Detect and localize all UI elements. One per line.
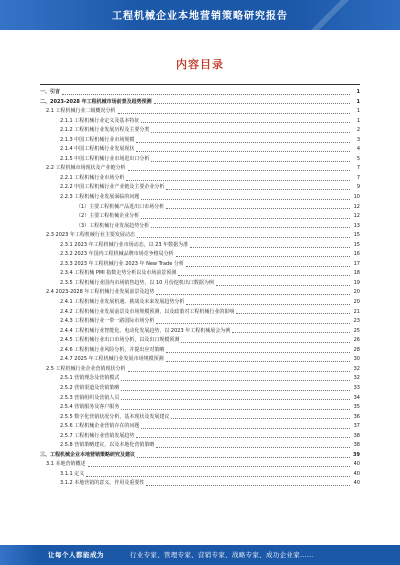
table-of-contents xyxy=(40,88,360,489)
toc-entry[interactable] xyxy=(40,203,360,213)
toc-entry-page: 26 xyxy=(353,337,360,344)
toc-entry-page: 13 xyxy=(353,222,360,229)
toc-entry-label: 2.4.5 工程机械行业出口市场分析，以及出口规模预测 xyxy=(60,337,180,344)
toc-entry-label: 2.1 工程机械行业二级概况分析 xyxy=(46,108,116,115)
toc-leader-dots xyxy=(151,156,350,162)
toc-entry[interactable] xyxy=(40,355,360,365)
toc-entry-page: 3 xyxy=(356,136,360,143)
toc-entry-label: 2.5 工程机械行业企业营销现状分析 xyxy=(46,365,126,372)
toc-entry-page: 1 xyxy=(356,98,360,105)
toc-leader-dots xyxy=(151,222,350,228)
toc-leader-dots xyxy=(166,184,350,190)
toc-entry[interactable] xyxy=(40,126,360,136)
toc-leader-dots xyxy=(186,299,350,305)
toc-entry[interactable] xyxy=(40,432,360,442)
toc-entry[interactable] xyxy=(40,107,360,117)
toc-leader-dots xyxy=(141,213,350,219)
toc-leader-dots xyxy=(156,289,350,295)
toc-entry-page: 10 xyxy=(353,194,360,201)
toc-leader-dots xyxy=(232,327,350,333)
toc-entry-label: 2.2.2 中国工程机械行业产业链及主要企业分析 xyxy=(60,184,165,191)
toc-entry[interactable] xyxy=(40,451,360,461)
toc-entry-label: 2.4.3 工程机械行业一带一路国际市场分析 xyxy=(60,318,155,325)
toc-entry-label: （1）主要工程机械产品进出口市场分析 xyxy=(76,203,165,210)
footer-decoration xyxy=(0,545,38,565)
toc-entry[interactable] xyxy=(40,241,360,251)
toc-entry-label: 2.3 2023 年工程机械行业主要发展动态 xyxy=(46,232,135,239)
toc-entry[interactable] xyxy=(40,193,360,203)
toc-entry[interactable] xyxy=(40,441,360,451)
toc-leader-dots xyxy=(154,98,350,104)
toc-entry-label: 2.4.7 2025 年工程机械行业发展市场规模预测 xyxy=(60,356,164,363)
toc-entry-page: 38 xyxy=(353,432,360,439)
toc-entry-page: 20 xyxy=(353,299,360,306)
toc-leader-dots xyxy=(62,89,350,95)
toc-entry[interactable] xyxy=(40,174,360,184)
toc-leader-dots xyxy=(141,117,350,123)
toc-entry[interactable] xyxy=(40,88,360,98)
toc-entry[interactable] xyxy=(40,183,360,193)
toc-entry-label: 一、引言 xyxy=(40,89,61,95)
toc-leader-dots xyxy=(128,165,350,171)
toc-entry[interactable] xyxy=(40,346,360,356)
toc-entry-label: 2.4.6 工程机械行业风险分析，并提出应对策略 xyxy=(60,346,165,353)
toc-entry-label: 2.5.8 营销策略建议，以及本地化营销策略 xyxy=(60,442,155,449)
footer-band xyxy=(0,545,400,565)
toc-entry-label: 2.3.4 工程机械 PMI 指数走势分析以及市场前景预测 xyxy=(60,270,177,277)
toc-entry-label: 2.3.3 2023 年工程机械行业 2023 年 New Trade 分析 xyxy=(60,260,184,267)
toc-leader-dots xyxy=(178,270,350,276)
toc-entry-page: 1 xyxy=(356,89,360,95)
header-band xyxy=(0,0,400,30)
toc-entry[interactable] xyxy=(40,394,360,404)
toc-entry[interactable] xyxy=(40,365,360,375)
toc-entry-page: 18 xyxy=(353,270,360,277)
toc-entry-label: 2.5.3 营销组织及营销人员 xyxy=(60,394,120,401)
footer-slogan: 让每个人都能成为 xyxy=(48,551,104,559)
toc-leader-dots xyxy=(136,137,350,143)
toc-heading: 内容目录 xyxy=(176,58,224,71)
toc-entry-label: 2.4.4 工程机械行业智能化、电动化发展趋势，以 2023 年工程机械展会为例 xyxy=(60,327,231,334)
toc-entry-page: 19 xyxy=(353,279,360,286)
toc-entry-label: 2.5.1 营销理念及营销模式 xyxy=(60,375,120,382)
toc-entry[interactable] xyxy=(40,155,360,165)
toc-entry[interactable] xyxy=(40,298,360,308)
toc-leader-dots xyxy=(166,347,350,353)
toc-entry[interactable] xyxy=(40,250,360,260)
toc-leader-dots xyxy=(166,356,350,362)
toc-entry-label: 2.4.2 工程机械行业发展前景及市场规模预测，以及政策对工程机械行业的影响 xyxy=(60,308,235,315)
toc-entry-page: 2 xyxy=(356,127,360,134)
toc-entry-label: 2.4 2023-2028 年工程机械行业发展前景及趋势 xyxy=(46,289,155,296)
toc-entry[interactable] xyxy=(40,279,360,289)
toc-leader-dots xyxy=(181,337,350,343)
toc-leader-dots xyxy=(121,375,350,381)
toc-leader-dots xyxy=(216,280,350,286)
toc-leader-dots xyxy=(121,385,350,391)
toc-entry-page: 38 xyxy=(353,442,360,449)
toc-entry-page: 32 xyxy=(353,375,360,382)
toc-entry-page: 40 xyxy=(353,470,360,477)
toc-entry[interactable] xyxy=(40,145,360,155)
toc-entry-page: 15 xyxy=(353,241,360,248)
toc-leader-dots xyxy=(118,108,350,114)
toc-entry[interactable] xyxy=(40,479,360,489)
toc-entry-page: 28 xyxy=(353,346,360,353)
toc-entry-page: 12 xyxy=(353,203,360,210)
toc-entry-label: 2.2.3 工程机械行业发展面临的问题 xyxy=(60,194,140,201)
toc-entry-page: 21 xyxy=(353,308,360,315)
toc-leader-dots xyxy=(137,452,350,458)
toc-entry-page: 30 xyxy=(353,356,360,363)
toc-entry[interactable] xyxy=(40,384,360,394)
toc-entry[interactable] xyxy=(40,422,360,432)
toc-entry-label: 二、2023-2028 年工程机械市场前景及趋势预测 xyxy=(40,98,152,105)
toc-entry-label: 2.3.2 2023 年国内工程机械品牌市场竞争格局分析 xyxy=(60,251,174,258)
toc-leader-dots xyxy=(128,366,350,372)
toc-entry-label: 2.1.4 中国工程机械行业发展现状 xyxy=(60,146,135,153)
toc-entry[interactable] xyxy=(40,336,360,346)
toc-leader-dots xyxy=(121,394,350,400)
toc-leader-dots xyxy=(166,203,350,209)
toc-entry[interactable] xyxy=(40,470,360,480)
toc-entry[interactable] xyxy=(40,231,360,241)
toc-entry[interactable] xyxy=(40,98,360,108)
toc-entry-label: 2.2.1 工程机械行业市场分析 xyxy=(60,174,125,181)
toc-entry-page: 1 xyxy=(356,117,360,124)
toc-entry-page: 17 xyxy=(353,260,360,267)
toc-entry-page: 4 xyxy=(356,146,360,153)
toc-entry-label: 3.1.1 定义 xyxy=(60,470,85,477)
toc-entry[interactable] xyxy=(40,413,360,423)
toc-leader-dots xyxy=(141,194,350,200)
toc-entry-page: 40 xyxy=(353,480,360,487)
toc-entry-page: 7 xyxy=(356,165,360,172)
toc-entry-label: （3）工程机械行业发展趋势分析 xyxy=(76,222,150,229)
toc-leader-dots xyxy=(156,442,350,448)
toc-entry[interactable] xyxy=(40,117,360,127)
toc-leader-dots xyxy=(236,308,350,314)
toc-entry-page: 37 xyxy=(353,423,360,430)
toc-entry-label: 3.1.2 本地营销的意义、作用及重要性 xyxy=(60,480,145,487)
toc-entry-page: 23 xyxy=(353,318,360,325)
toc-leader-dots xyxy=(171,413,350,419)
toc-entry[interactable] xyxy=(40,288,360,298)
toc-entry[interactable] xyxy=(40,327,360,337)
toc-leader-dots xyxy=(88,461,350,467)
toc-entry-page: 36 xyxy=(353,413,360,420)
toc-entry-page: 33 xyxy=(353,384,360,391)
toc-entry[interactable] xyxy=(40,269,360,279)
toc-entry-label: 2.3.5 工程机械行业国内市场销售趋势，以 10 月份挖机出口数据为例 xyxy=(60,279,214,286)
toc-top-rule xyxy=(40,84,360,85)
toc-entry-label: 三、工程机械企业本地营销策略研究及建议 xyxy=(40,451,136,458)
toc-entry-page: 20 xyxy=(353,289,360,296)
toc-entry[interactable] xyxy=(40,164,360,174)
toc-entry-label: 2.5.2 营销渠道及营销策略 xyxy=(60,384,120,391)
footer-tagline: 行业专家、管理专家、营销专家、战略专家、成功企业家…… xyxy=(130,551,314,559)
toc-leader-dots xyxy=(121,404,350,410)
toc-leader-dots xyxy=(137,232,350,238)
toc-entry-page: 32 xyxy=(353,365,360,372)
toc-leader-dots xyxy=(126,175,350,181)
toc-entry[interactable] xyxy=(40,308,360,318)
toc-entry[interactable] xyxy=(40,136,360,146)
toc-leader-dots xyxy=(136,432,350,438)
toc-entry[interactable] xyxy=(40,222,360,232)
toc-entry-page: 34 xyxy=(353,394,360,401)
toc-entry-label: 2.5.7 工程机械行业营销发展趋势 xyxy=(60,432,135,439)
toc-entry[interactable] xyxy=(40,374,360,384)
toc-leader-dots xyxy=(141,423,350,429)
toc-entry-label: 2.5.4 营销服务及客户服务 xyxy=(60,404,120,411)
toc-entry[interactable] xyxy=(40,212,360,222)
toc-entry[interactable] xyxy=(40,403,360,413)
toc-leader-dots xyxy=(186,261,350,267)
toc-entry-label: 2.5.5 数字化营销状况分析，基本现状及发展建议 xyxy=(60,413,170,420)
toc-leader-dots xyxy=(136,146,350,152)
toc-entry-page: 5 xyxy=(356,155,360,162)
toc-entry-label: （2）主要工程机械企业分析 xyxy=(76,213,140,220)
toc-entry-label: 2.4.1 工程机械行业发展机遇、挑战及未来发展趋势分析 xyxy=(60,299,185,306)
toc-entry-label: 2.5.6 工程机械企业营销存在的问题 xyxy=(60,423,140,430)
toc-leader-dots xyxy=(176,251,350,257)
toc-leader-dots xyxy=(156,318,350,324)
toc-entry-page: 12 xyxy=(353,213,360,220)
toc-entry-label: 2.3.1 2023 年工程机械行业市场动态，以 23 年数据为准 xyxy=(60,241,189,248)
toc-entry-page: 25 xyxy=(353,327,360,334)
toc-entry[interactable] xyxy=(40,260,360,270)
toc-leader-dots xyxy=(190,242,350,248)
toc-entry-page: 9 xyxy=(356,184,360,191)
toc-entry-page: 1 xyxy=(356,108,360,115)
toc-entry-page: 16 xyxy=(353,251,360,258)
toc-entry-label: 2.1.5 中国工程机械行业市场进出口分析 xyxy=(60,155,150,162)
toc-entry-page: 15 xyxy=(353,232,360,239)
toc-entry-label: 2.1.3 中国工程机械行业市场规模 xyxy=(60,136,135,143)
toc-entry-page: 40 xyxy=(353,461,360,468)
toc-entry[interactable] xyxy=(40,460,360,470)
report-title: 工程机械企业本地营销策略研究报告 xyxy=(112,11,288,22)
toc-leader-dots xyxy=(146,480,350,486)
toc-leader-dots xyxy=(151,127,350,133)
toc-entry[interactable] xyxy=(40,317,360,327)
toc-entry-page: 7 xyxy=(356,174,360,181)
toc-entry-label: 2.2 工程机械市场现状及产业链分析 xyxy=(46,165,126,172)
toc-entry-label: 2.1.1 工程机械行业定义及基本特征 xyxy=(60,117,140,124)
toc-entry-page: 39 xyxy=(353,451,360,458)
toc-entry-label: 3.1 本地营销概述 xyxy=(46,461,86,468)
toc-entry-label: 2.1.2 工程机械行业发展历程及主要分类 xyxy=(60,127,150,134)
toc-entry-page: 35 xyxy=(353,404,360,411)
toc-leader-dots xyxy=(86,471,350,477)
